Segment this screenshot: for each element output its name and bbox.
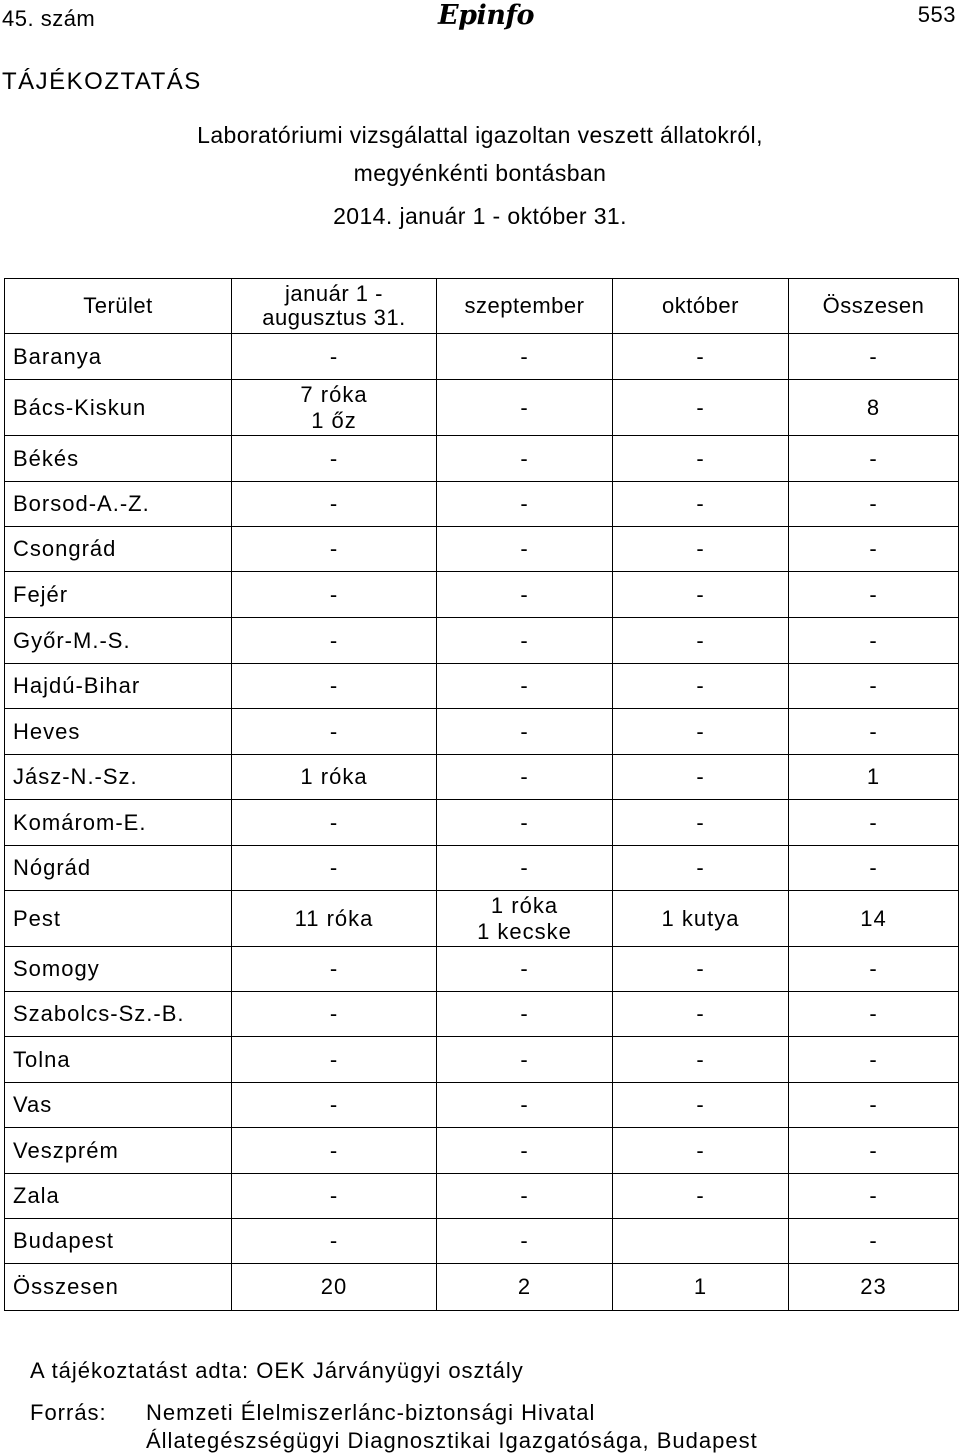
cell-period-jan-aug (232, 755, 437, 800)
cell-total-text: 1 (866, 764, 881, 789)
cell-area-text: Szabolcs-Sz.-B. (13, 1001, 185, 1026)
cell-area (5, 846, 232, 891)
cell-period-jan-aug (232, 846, 437, 891)
cell-total-text: - (869, 343, 878, 369)
cell-area (5, 1219, 232, 1264)
cell-september (437, 755, 613, 800)
page-title: TÁJÉKOZTATÁS (2, 68, 202, 95)
header-period-jan-aug (232, 279, 437, 334)
cell-period-jan-aug (232, 992, 437, 1037)
cell-area-text: Jász-N.-Sz. (13, 764, 138, 789)
cell-period-jan-aug-text: - (329, 1183, 339, 1208)
cell-total (789, 846, 959, 891)
subtitle-date-range: 2014. január 1 - október 31. (333, 203, 627, 229)
cell-total (789, 992, 959, 1037)
source-line-1: Nemzeti Élelmiszerlánc-biztonsági Hivatal (146, 1400, 596, 1425)
cell-total (789, 709, 959, 755)
epinfo-logo: Epinfo (438, 0, 534, 31)
cell-area (5, 1083, 232, 1128)
cell-september-text: - (520, 1046, 529, 1072)
cell-october-text: - (696, 1001, 705, 1026)
cell-september (437, 947, 613, 992)
cell-period-jan-aug-text: - (329, 673, 339, 698)
cell-period-jan-aug (232, 380, 437, 436)
header-period-line-1: január 1 - (285, 281, 383, 306)
cell-area (5, 800, 232, 846)
cell-total-text: - (869, 718, 878, 744)
cell-october (613, 334, 789, 380)
cell-period-jan-aug (232, 1037, 437, 1083)
cell-total-text: - (869, 1092, 878, 1117)
cell-area (5, 891, 232, 947)
cell-period-jan-aug-text: - (329, 855, 339, 880)
cell-area-text: Vas (13, 1092, 53, 1117)
cell-september (437, 436, 613, 482)
cell-area (5, 436, 232, 482)
cell-period-jan-aug-text: - (329, 343, 339, 369)
cell-october-text: - (696, 1046, 705, 1072)
cell-area (5, 709, 232, 755)
cell-october (613, 1083, 789, 1128)
page-number: 553 (917, 2, 956, 27)
cell-september (437, 1264, 613, 1311)
cell-october-text: - (696, 536, 705, 561)
cell-october-text: 1 kutya (661, 905, 740, 931)
cell-september (437, 527, 613, 572)
cell-area-text: Heves (13, 718, 81, 744)
cell-october (613, 1037, 789, 1083)
cell-total (789, 947, 959, 992)
cell-period-jan-aug (232, 527, 437, 572)
table-row (5, 1174, 959, 1219)
cell-september-text: - (520, 764, 529, 789)
cell-total-text: - (869, 445, 878, 471)
cell-area (5, 664, 232, 709)
cell-total (789, 891, 959, 947)
cell-october-text: - (696, 673, 705, 698)
cell-period-jan-aug (232, 618, 437, 664)
cell-october (613, 800, 789, 846)
cell-october (613, 618, 789, 664)
cell-total-text: - (869, 536, 878, 561)
cell-total (789, 572, 959, 618)
cell-period-jan-aug-text: - (329, 1001, 339, 1026)
cell-october-text: - (696, 1092, 705, 1117)
cell-october (613, 482, 789, 527)
cell-october-text: - (696, 394, 705, 420)
cell-october-text: - (696, 855, 705, 880)
cell-period-jan-aug (232, 1174, 437, 1219)
cell-september (437, 618, 613, 664)
cell-area-text: Nógrád (13, 855, 92, 880)
cell-area (5, 947, 232, 992)
cell-september-text: - (520, 718, 529, 744)
cell-period-jan-aug-text: - (329, 491, 339, 516)
cell-october (613, 1174, 789, 1219)
cell-period-jan-aug (232, 482, 437, 527)
cell-september-text: - (520, 1137, 529, 1163)
source-line-2: Állategészségügyi Diagnosztikai Igazgatósága, Budapest (146, 1428, 758, 1453)
cell-october-text: - (696, 581, 705, 607)
cell-october (613, 527, 789, 572)
cell-total (789, 618, 959, 664)
cell-period-jan-aug-text: - (329, 956, 339, 981)
cell-area-text: Budapest (13, 1228, 114, 1253)
cell-period-jan-aug (232, 436, 437, 482)
cell-area-text: Baranya (13, 343, 102, 369)
cell-area (5, 1128, 232, 1174)
cell-september-text: - (520, 855, 529, 880)
cell-total (789, 380, 959, 436)
cell-october (613, 572, 789, 618)
cell-september-text: - (520, 536, 529, 561)
cell-area-text: Tolna (13, 1046, 71, 1072)
cell-september-text: - (520, 343, 529, 369)
cell-total-text: - (869, 1228, 878, 1253)
cell-area-text: Fejér (13, 581, 69, 607)
header-total: Összesen (789, 279, 959, 334)
table-row (5, 755, 959, 800)
cell-september (437, 572, 613, 618)
table-row (5, 527, 959, 572)
cell-period-jan-aug-text: - (329, 445, 339, 471)
cell-area-text: Pest (13, 905, 62, 931)
cell-period-jan-aug-text: 20 (320, 1274, 348, 1299)
cell-total-text: 14 (860, 905, 887, 931)
header-october: október (613, 279, 789, 334)
cell-september (437, 1037, 613, 1083)
header-area: Terület (5, 279, 232, 334)
cell-september-text: 2 (517, 1274, 532, 1299)
cell-september-text: - (520, 627, 529, 653)
cell-total-text: - (869, 673, 878, 698)
cell-september (437, 1174, 613, 1219)
rabies-cases-table (4, 278, 959, 1311)
cell-total-text: - (869, 581, 878, 607)
cell-area (5, 482, 232, 527)
table-row (5, 846, 959, 891)
cell-period-jan-aug-text: - (329, 1228, 339, 1253)
table-row (5, 334, 959, 380)
cell-area (5, 334, 232, 380)
cell-september (437, 891, 613, 947)
cell-area (5, 1174, 232, 1219)
table-row (5, 800, 959, 846)
cell-september-text: - (520, 673, 529, 698)
cell-period-jan-aug (232, 334, 437, 380)
cell-october-text: - (696, 718, 705, 744)
cell-period-jan-aug-text: - (329, 809, 339, 835)
cell-september-text: - (520, 1183, 529, 1208)
cell-september (437, 482, 613, 527)
cell-area (5, 527, 232, 572)
cell-october (613, 992, 789, 1037)
header-september: szeptember (437, 279, 613, 334)
table-row (5, 1219, 959, 1264)
cell-period-jan-aug-text: 1 róka (300, 764, 368, 789)
cell-area-text: Békés (13, 445, 80, 471)
cell-october (613, 1128, 789, 1174)
cell-area (5, 572, 232, 618)
cell-area-text: Csongrád (13, 536, 117, 561)
cell-area-text: Borsod-A.-Z. (13, 491, 150, 516)
table-row (5, 1083, 959, 1128)
cell-october-text: - (696, 491, 705, 516)
cell-area (5, 380, 232, 436)
cell-october (613, 947, 789, 992)
cell-october (613, 1264, 789, 1311)
cell-period-jan-aug (232, 1264, 437, 1311)
cell-period-jan-aug-text: - (329, 1046, 339, 1072)
cell-area-text: Győr-M.-S. (13, 627, 131, 653)
cell-total-text: - (869, 855, 878, 880)
cell-october (613, 380, 789, 436)
cell-period-jan-aug-text: - (329, 1137, 339, 1163)
cell-area-text: Bács-Kiskun (13, 394, 147, 420)
cell-september (437, 1128, 613, 1174)
cell-october (613, 755, 789, 800)
issue-number: 45. szám (2, 6, 96, 31)
cell-period-jan-aug (232, 1219, 437, 1264)
cell-area-text: Somogy (13, 956, 100, 981)
cell-september-text: - (520, 491, 529, 516)
cell-area-text: Hajdú-Bihar (13, 673, 141, 698)
cell-total-text: - (869, 1001, 878, 1026)
cell-area (5, 755, 232, 800)
cell-period-jan-aug-text: 11 róka (294, 905, 374, 931)
cell-october-text: - (696, 1183, 705, 1208)
cell-total (789, 664, 959, 709)
cell-total-text: - (869, 809, 878, 835)
cell-period-jan-aug-text: - (329, 1092, 339, 1117)
cell-total-text: - (869, 627, 878, 653)
cell-total (789, 1219, 959, 1264)
cell-area (5, 1264, 232, 1311)
cell-september-text: - (520, 1228, 529, 1253)
cell-period-jan-aug (232, 709, 437, 755)
table-row (5, 1128, 959, 1174)
table-row (5, 436, 959, 482)
cell-september-text: - (520, 809, 529, 835)
source-label: Forrás: (30, 1400, 107, 1425)
cell-area (5, 618, 232, 664)
cell-total (789, 800, 959, 846)
cell-october-text: - (696, 1137, 705, 1163)
cell-total (789, 1037, 959, 1083)
table-row (5, 992, 959, 1037)
table-row (5, 618, 959, 664)
cell-september (437, 380, 613, 436)
header-period-line-2: augusztus 31. (262, 305, 406, 330)
cell-total-text: - (869, 1183, 878, 1208)
cell-period-jan-aug-text: - (329, 718, 339, 744)
cell-september-text: - (520, 581, 529, 607)
cell-period-jan-aug-text: 7 róka (300, 381, 368, 407)
cell-total-text: - (869, 1137, 878, 1163)
table-header-row (5, 279, 959, 334)
cell-total-text: 23 (860, 1274, 887, 1299)
cell-september-text-2: 1 kecske (477, 918, 572, 944)
cell-total (789, 527, 959, 572)
cell-october (613, 664, 789, 709)
cell-area-text: Komárom-E. (13, 809, 147, 835)
cell-total-text: 8 (866, 394, 881, 420)
cell-september (437, 334, 613, 380)
cell-october-text: - (696, 445, 705, 471)
cell-september-text: - (520, 1001, 529, 1026)
cell-september (437, 709, 613, 755)
cell-october (613, 436, 789, 482)
cell-october-text: - (696, 956, 705, 981)
cell-september (437, 1219, 613, 1264)
cell-period-jan-aug (232, 947, 437, 992)
cell-total (789, 1174, 959, 1219)
info-provider: A tájékoztatást adta: OEK Járványügyi osztály (30, 1358, 524, 1383)
cell-total-text: - (869, 956, 878, 981)
cell-october-text: - (696, 627, 705, 653)
cell-total-text: - (869, 491, 878, 516)
cell-area-text: Összesen (13, 1274, 119, 1299)
cell-period-jan-aug (232, 664, 437, 709)
cell-october-text: - (696, 343, 705, 369)
cell-october (613, 891, 789, 947)
cell-period-jan-aug-text: - (329, 536, 339, 561)
cell-total-text: - (869, 1046, 878, 1072)
table-row (5, 482, 959, 527)
table-row (5, 380, 959, 436)
cell-september-text: - (520, 956, 529, 981)
cell-september (437, 800, 613, 846)
cell-september (437, 664, 613, 709)
cell-period-jan-aug (232, 1083, 437, 1128)
cell-total (789, 1128, 959, 1174)
cell-total (789, 334, 959, 380)
cell-total (789, 436, 959, 482)
table-row (5, 572, 959, 618)
cell-october-text: 1 (693, 1274, 708, 1299)
cell-october-text: - (696, 809, 705, 835)
cell-period-jan-aug-text-2: 1 őz (311, 407, 357, 433)
cell-period-jan-aug (232, 572, 437, 618)
cell-period-jan-aug (232, 1128, 437, 1174)
cell-october (613, 1219, 789, 1264)
cell-area-text: Veszprém (13, 1137, 119, 1163)
total-row (5, 1264, 959, 1311)
cell-september (437, 1083, 613, 1128)
cell-september-text: 1 róka (490, 892, 559, 918)
cell-total (789, 1264, 959, 1311)
cell-period-jan-aug-text: - (329, 627, 339, 653)
cell-october (613, 709, 789, 755)
cell-september-text: - (520, 1092, 529, 1117)
cell-period-jan-aug-text: - (329, 581, 339, 607)
cell-period-jan-aug (232, 800, 437, 846)
cell-september-text: - (520, 394, 529, 420)
cell-area-text: Zala (13, 1183, 60, 1208)
table-row (5, 709, 959, 755)
table-row (5, 664, 959, 709)
subtitle-line-2: megyénkénti bontásban (353, 160, 607, 186)
table-row (5, 1037, 959, 1083)
cell-total (789, 755, 959, 800)
cell-september-text: - (520, 445, 529, 471)
cell-total (789, 1083, 959, 1128)
cell-total (789, 482, 959, 527)
cell-september (437, 992, 613, 1037)
cell-september (437, 846, 613, 891)
cell-october (613, 846, 789, 891)
cell-period-jan-aug (232, 891, 437, 947)
table-row (5, 947, 959, 992)
cell-october-text: - (696, 764, 705, 789)
subtitle-line-1: Laboratóriumi vizsgálattal igazoltan veszett állatokról, (197, 122, 763, 148)
table-row (5, 891, 959, 947)
cell-area (5, 1037, 232, 1083)
cell-area (5, 992, 232, 1037)
